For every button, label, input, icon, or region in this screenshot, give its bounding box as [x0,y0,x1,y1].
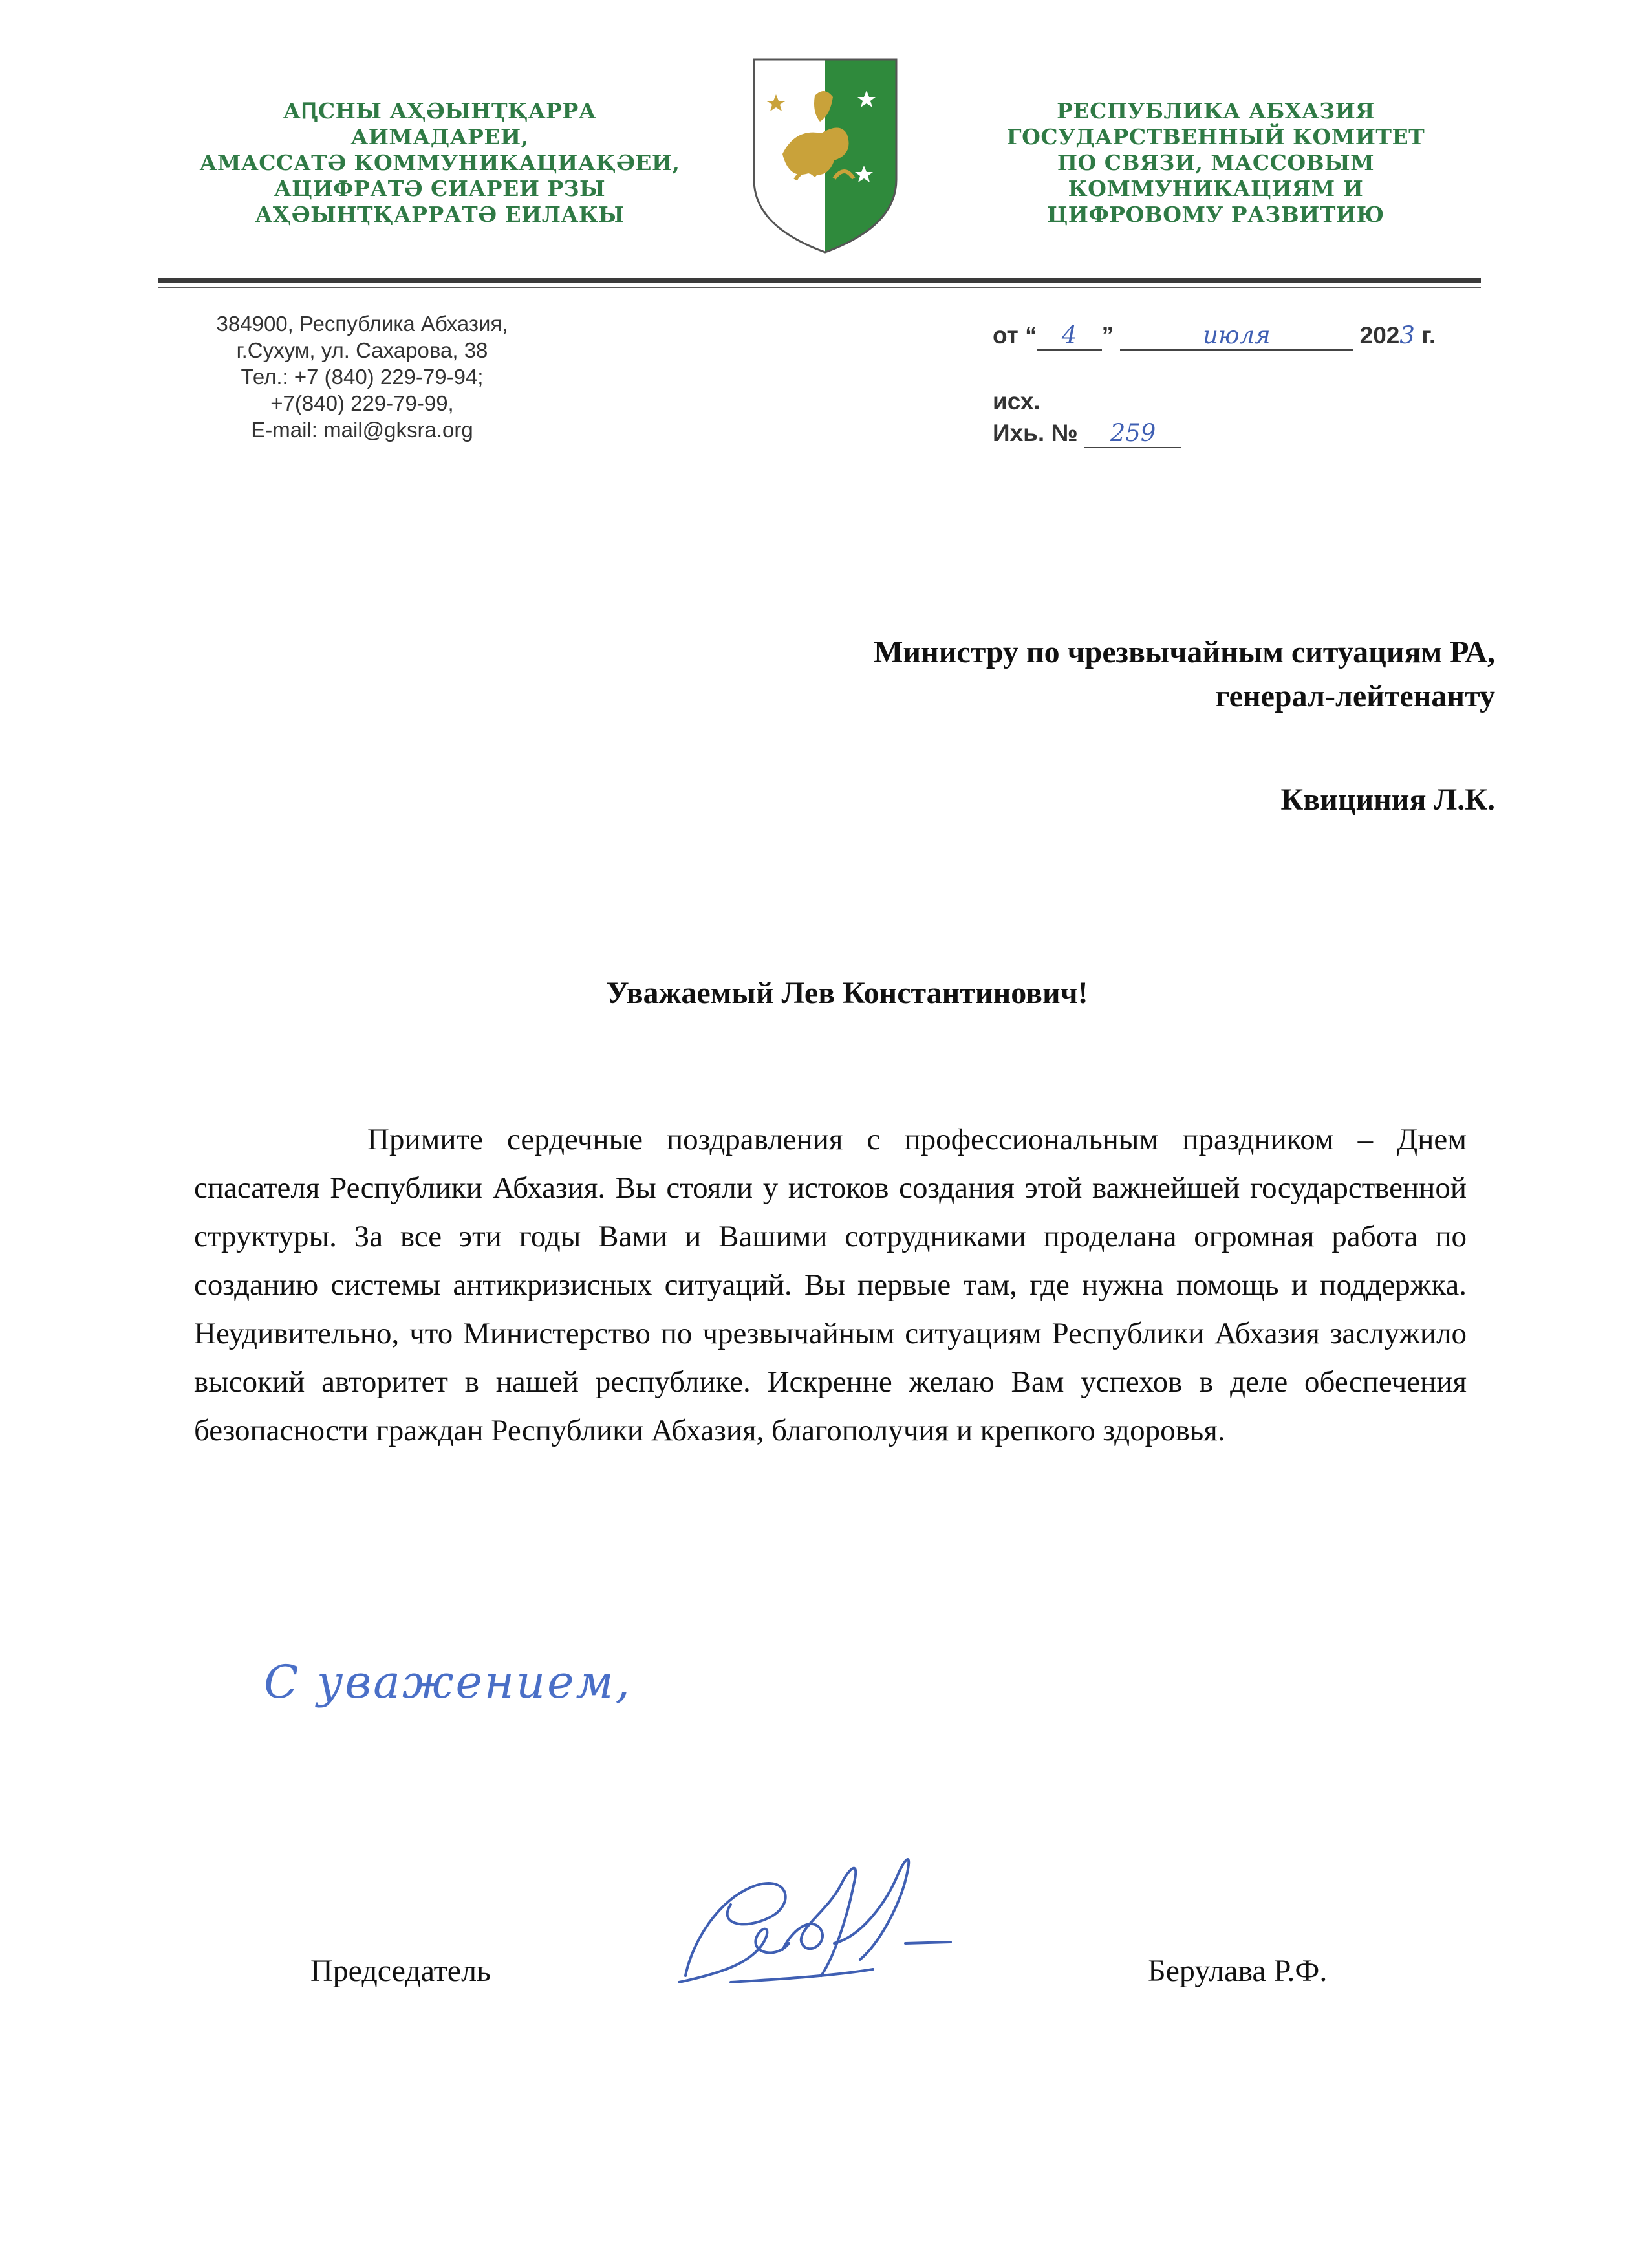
letterhead-abkhaz-line: АЦИФРАТӘ ЄИАРЕИ РЗЫ [274,176,606,201]
letterhead-abkhaz-line: АҲӘЫНҬҚАРРАТӘ ЕИЛАКЫ [255,202,625,227]
letterhead-russian-line: ПО СВЯЗИ, МАССОВЫМ [1057,150,1375,175]
letterhead-russian-line: ГОСУДАРСТВЕННЫЙ КОМИТЕТ [1006,124,1425,149]
date-day: 4 [1037,321,1102,351]
sender-address [155,310,569,443]
date-open-quote: “ [1025,322,1037,349]
recipient-line-2: генерал-лейтенанту [1215,679,1495,713]
coat-of-arms-emblem-icon [750,57,900,255]
ref-label-1: исх. [993,388,1040,415]
letterhead-abkhaz-line: АМАССАТӘ КОММУНИКАЦИАҚӘЕИ, [199,150,680,175]
closing-handwritten: С уважением, [264,1656,632,1709]
letterhead-russian-line: КОММУНИКАЦИЯМ И [1068,176,1364,201]
letterhead-russian-line: РЕСПУБЛИКА АБХАЗИЯ [1057,98,1375,124]
letterhead-abkhaz-line: АИМАДАРЕИ, [350,124,529,149]
recipient-block [874,631,1495,822]
recipient-line-1: Министру по чрезвычайным ситуациям РА, [874,635,1495,669]
ref-number: 259 [1084,419,1181,448]
date-close-quote: ” [1101,322,1114,349]
address-line: г.Сухум, ул. Сахарова, 38 [236,338,488,362]
letter-body: Примите сердечные поздравления с профессиональным праздником – Днем спасателя Республики Абхазия. Вы стояли у истоков создания этой важнейшей государственной структуры. За все эти годы Вами и Вашими сотрудниками проделана огромная работа по созданию системы антикризисных ситуаций. Вы первые там, где нужна помощь и поддержка. Неудивительно, что Министерство по чрезвычайным ситуациям Республики Абхазия заслужило высокий авторитет в нашей республике. Искренне желаю Вам успехов в деле обеспечения безопасности граждан Республики Абхазия, благополучия и крепкого здоровья. [194,1123,1467,1447]
ref-label-2: Ихь. № [993,420,1078,446]
salutation: Уважаемый Лев Константинович! [606,976,1088,1010]
address-email: E-mail: mail@gksra.org [251,418,473,442]
letterhead-divider-thin [158,287,1481,288]
letterhead-abkhaz-line: АԤСНЫ АҲӘЫНҬҚАРРА [283,98,597,124]
date-month: июля [1120,321,1353,351]
letterhead-divider [158,278,1481,283]
handwritten-signature-icon [666,1846,964,2008]
date-suffix: г. [1421,322,1436,349]
signatory-title: Председатель [310,1954,491,1988]
date-year-printed: 202 [1359,322,1400,349]
address-line: Тел.: +7 (840) 229-79-94; [241,365,484,389]
address-line: 384900, Республика Абхазия, [216,312,508,336]
date-prefix: от [993,322,1018,349]
letter-date [993,321,1436,351]
signatory-name: Берулава Р.Ф. [1148,1954,1328,1988]
letterhead-russian [970,98,1461,228]
letterhead-abkhaz [194,98,685,228]
ref-number-row [993,419,1181,448]
letterhead-russian-line: ЦИФРОВОМУ РАЗВИТИЮ [1047,202,1385,227]
address-line: +7(840) 229-79-99, [270,391,454,415]
date-year-hand: 3 [1399,321,1415,349]
recipient-name: Квициния Л.К. [1280,783,1495,817]
